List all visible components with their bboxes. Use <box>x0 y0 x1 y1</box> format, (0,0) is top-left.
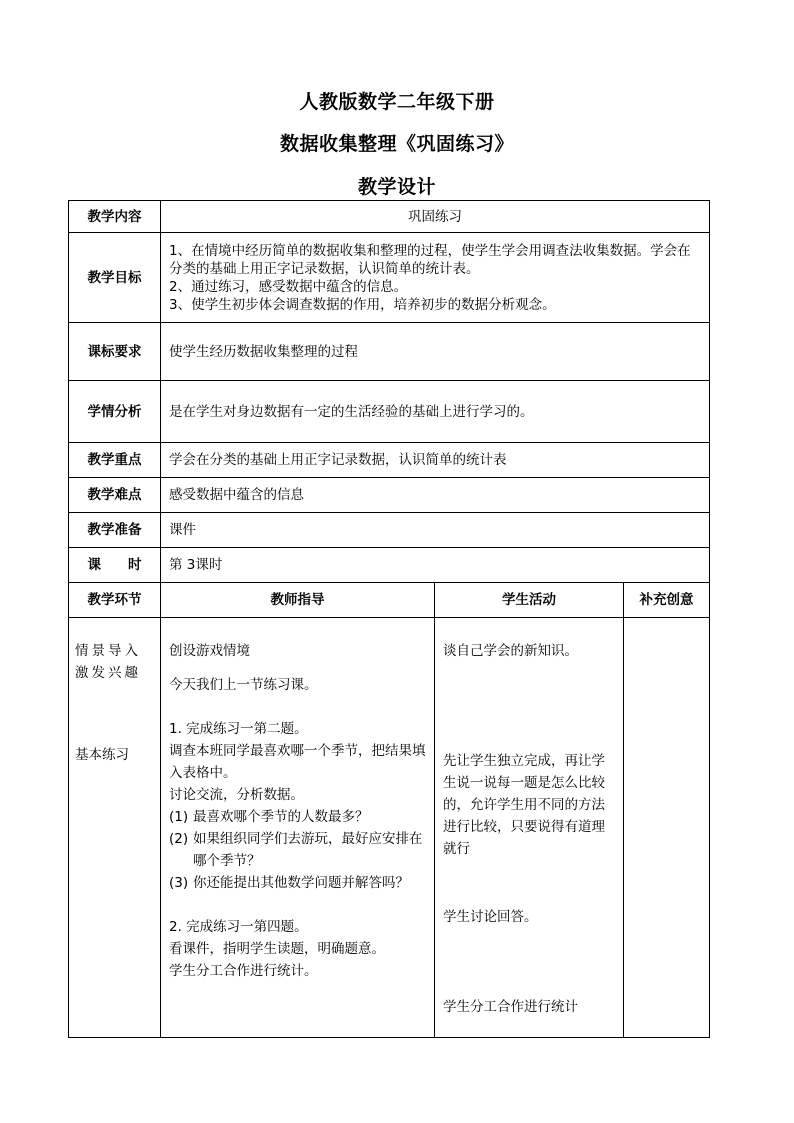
value-standard: 使学生经历数据收集整理的过程 <box>161 323 710 381</box>
process-header-row <box>69 583 710 618</box>
lesson-plan-table <box>68 200 710 1038</box>
label-goals: 教学目标 <box>69 233 161 323</box>
document-heading: 教学设计 <box>357 176 436 198</box>
teacher-text: 调查本班同学最喜欢哪一个季节，把结果填入表格中。 <box>169 743 426 781</box>
header-extra: 补充创意 <box>624 583 710 618</box>
student-text: 谈自己学会的新知识。 <box>443 643 578 659</box>
question-item <box>169 806 426 828</box>
question-item <box>169 872 426 894</box>
label-period: 课 时 <box>69 548 161 583</box>
question-number: (2) <box>169 831 189 847</box>
teacher-text: 2. 完成练习一第四题。 <box>169 919 308 935</box>
teacher-text: 讨论交流，分析数据。 <box>169 787 304 803</box>
question-text: 你还能提出其他数学问题并解答吗？ <box>193 875 409 891</box>
value-content: 巩固练习 <box>161 201 710 233</box>
label-analysis: 学情分析 <box>69 381 161 443</box>
header-stage: 教学环节 <box>69 583 161 618</box>
row-goals <box>69 233 710 323</box>
teacher-text: 1. 完成练习一第二题。 <box>169 721 308 737</box>
value-goals <box>161 233 710 323</box>
value-analysis: 是在学生对身边数据有一定的生活经验的基础上进行学习的。 <box>161 381 710 443</box>
teacher-text: 今天我们上一节练习课。 <box>169 677 318 693</box>
teacher-column <box>161 618 435 1038</box>
process-body-row <box>69 618 710 1038</box>
row-analysis <box>69 381 710 443</box>
goal-item: 3、使学生初步体会调查数据的作用，培养初步的数据分析观念。 <box>169 296 556 313</box>
label-key: 教学重点 <box>69 443 161 478</box>
value-prep: 课件 <box>161 513 710 548</box>
value-difficulty: 感受数据中蕴含的信息 <box>161 478 710 513</box>
student-text: 先让学生独立完成，再让学生说一说每一题是怎么比较的，允许学生用不同的方法进行比较，只要说得有道理就行 <box>443 753 605 857</box>
row-prep <box>69 513 710 548</box>
label-prep: 教学准备 <box>69 513 161 548</box>
student-text: 学生分工合作进行统计 <box>443 999 578 1015</box>
value-period: 第 3课时 <box>161 548 710 583</box>
stage-column <box>69 618 161 1038</box>
document-title: 人教版数学二年级下册 <box>299 91 495 113</box>
row-standard <box>69 323 710 381</box>
label-standard: 课标要求 <box>69 323 161 381</box>
label-content: 教学内容 <box>69 201 161 233</box>
question-text: 最喜欢哪个季节的人数最多？ <box>193 809 369 825</box>
question-text: 如果组织同学们去游玩，最好应安排在哪个季节？ <box>193 831 423 869</box>
teacher-text: 学生分工合作进行统计。 <box>169 963 318 979</box>
header-teacher: 教师指导 <box>161 583 435 618</box>
label-difficulty: 教学难点 <box>69 478 161 513</box>
goal-item: 1、在情境中经历简单的数据收集和整理的过程，使学生学会用调查法收集数据。学会在分类的基础上用正字记录数据，认识简单的统计表。 <box>169 242 691 277</box>
extra-column <box>624 618 710 1038</box>
row-period <box>69 548 710 583</box>
value-key: 学会在分类的基础上用正字记录数据，认识简单的统计表 <box>161 443 710 478</box>
teacher-text: 看课件，指明学生读题，明确题意。 <box>169 941 385 957</box>
question-number: (1) <box>169 809 189 825</box>
row-key <box>69 443 710 478</box>
student-text: 学生讨论回答。 <box>443 909 538 925</box>
goal-item: 2、通过练习，感受数据中蕴含的信息。 <box>169 278 408 295</box>
teacher-text: 创设游戏情境 <box>169 643 250 659</box>
stage-basic-practice: 基本练习 <box>75 747 129 763</box>
stage-intro: 情景导入激发兴趣 <box>75 643 141 681</box>
question-item <box>169 828 426 872</box>
document-subtitle: 数据收集整理《巩固练习》 <box>279 133 514 155</box>
question-number: (3) <box>169 875 189 891</box>
header-student: 学生活动 <box>435 583 624 618</box>
row-content <box>69 201 710 233</box>
student-column <box>435 618 624 1038</box>
row-difficulty <box>69 478 710 513</box>
